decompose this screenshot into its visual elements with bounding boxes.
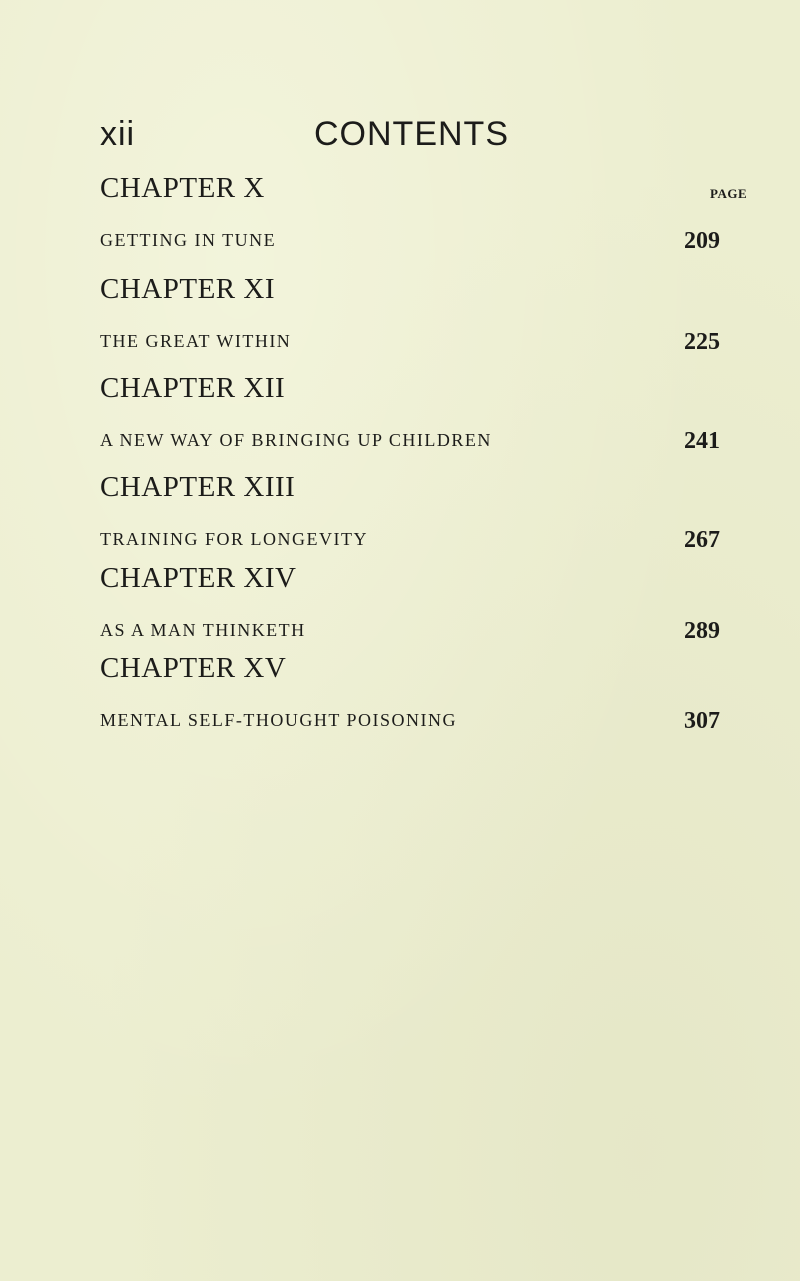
- toc-entry: [100, 370, 720, 470]
- chapter-heading: CHAPTER X: [100, 172, 265, 204]
- chapter-title: GETTING IN TUNE: [100, 230, 277, 250]
- page-column-heading: PAGE: [710, 186, 748, 201]
- page-number: 241: [684, 428, 720, 454]
- chapter-heading: CHAPTER XIII: [100, 471, 296, 503]
- page-number: 289: [684, 618, 720, 644]
- chapter-heading: CHAPTER XIV: [100, 562, 297, 594]
- page-number: 225: [684, 329, 720, 355]
- page-header: [100, 108, 520, 158]
- running-title: CONTENTS: [314, 115, 509, 153]
- toc-entry: [100, 650, 720, 750]
- toc-entry: [100, 271, 720, 371]
- chapter-heading: CHAPTER XV: [100, 652, 287, 684]
- page-folio: xii: [100, 115, 136, 153]
- toc-entry: [100, 170, 720, 270]
- page-number: 209: [684, 228, 720, 254]
- toc-entry: [100, 560, 720, 660]
- toc-entry: [100, 469, 720, 569]
- chapter-title: MENTAL SELF-THOUGHT POISONING: [100, 710, 458, 730]
- chapter-title: AS A MAN THINKETH: [100, 620, 306, 640]
- page-number: 307: [684, 708, 720, 734]
- page-number: 267: [684, 527, 720, 553]
- chapter-title: TRAINING FOR LONGEVITY: [100, 529, 368, 549]
- chapter-heading: CHAPTER XI: [100, 273, 275, 305]
- chapter-heading: CHAPTER XII: [100, 372, 286, 404]
- chapter-title: THE GREAT WITHIN: [100, 331, 292, 351]
- chapter-title: A NEW WAY OF BRINGING UP CHILDREN: [100, 430, 492, 450]
